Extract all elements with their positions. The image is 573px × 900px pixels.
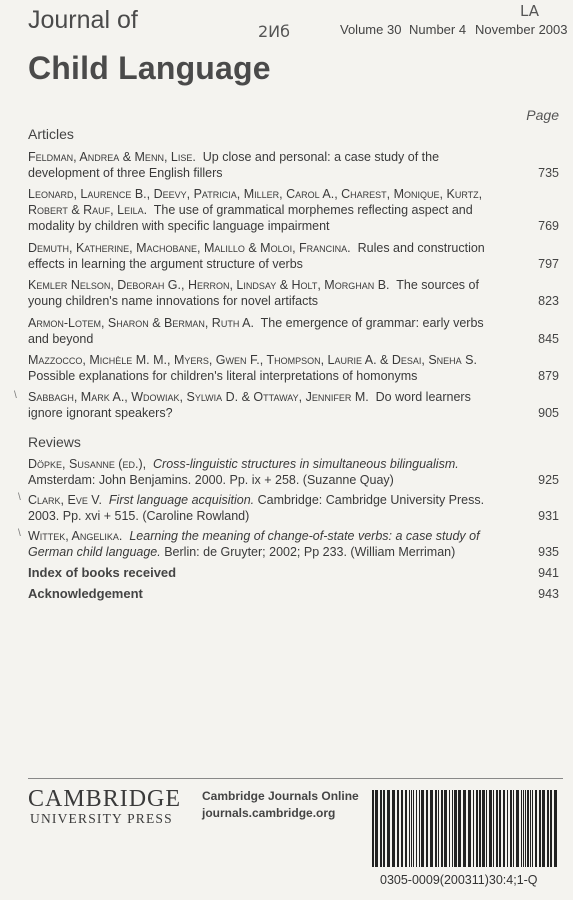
article-authors: Demuth, Katherine, Machobane, Malillo & Moloi, Francina. bbox=[28, 241, 351, 255]
review-entry bbox=[28, 528, 498, 560]
review-page: 931 bbox=[538, 509, 559, 523]
article-page: 845 bbox=[538, 332, 559, 346]
article-authors: Sabbagh, Mark A., Wdowiak, Sylwia D. & Ottaway, Jennifer M. bbox=[28, 390, 369, 404]
review-details: Cambridge: Cambridge University Press. 2003. Pp. xvi + 515. (Caroline Rowland) bbox=[28, 493, 485, 523]
articles-heading: Articles bbox=[28, 126, 74, 142]
publisher-logo-line1: CAMBRIDGE bbox=[28, 786, 182, 812]
article-entry bbox=[28, 186, 498, 234]
acknowledgement-page: 943 bbox=[538, 587, 559, 601]
footer-divider bbox=[28, 778, 563, 779]
review-authors: Döpke, Susanne (ed.), bbox=[28, 457, 147, 471]
article-title: The sources of young children's name innovations for novel artifacts bbox=[28, 278, 479, 308]
page-column-heading: Page bbox=[526, 107, 559, 123]
article-title: Do word learners ignore ignorant speakers? bbox=[28, 390, 471, 420]
volume-label: Volume 30 bbox=[340, 22, 402, 37]
article-authors: Mazzocco, Michèle M. M., Myers, Gwen F., Thompson, Laurie A. & Desai, Sneha S. bbox=[28, 353, 477, 367]
journals-online-url[interactable]: journals.cambridge.org bbox=[202, 806, 336, 820]
journal-title-line2: Child Language bbox=[28, 50, 271, 86]
review-entry bbox=[28, 492, 498, 524]
article-page: 769 bbox=[538, 219, 559, 233]
article-authors: Feldman, Andrea & Menn, Lise. bbox=[28, 150, 196, 164]
publisher-logo-line2: UNIVERSITY PRESS bbox=[30, 811, 173, 826]
review-details: Berlin: de Gruyter; 2002; Pp 233. (William Merriman) bbox=[164, 545, 456, 559]
review-authors: Wittek, Angelika. bbox=[28, 529, 123, 543]
article-authors: Leonard, Laurence B., Deevy, Patricia, Miller, Carol A., Charest, Monique, Kurtz, Robert & Rauf, Leila. bbox=[28, 187, 483, 217]
reviews-heading: Reviews bbox=[28, 434, 81, 450]
index-of-books-label: Index of books received bbox=[28, 565, 177, 580]
pen-mark: \ bbox=[18, 492, 21, 503]
review-page: 935 bbox=[538, 545, 559, 559]
article-entry bbox=[28, 352, 498, 384]
article-title: Rules and construction effects in learning the argument structure of verbs bbox=[28, 241, 485, 271]
acknowledgement-label: Acknowledgement bbox=[28, 586, 143, 601]
article-title: Possible explanations for children's literal interpretations of homonyms bbox=[28, 369, 418, 383]
article-page: 735 bbox=[538, 166, 559, 180]
article-title: Up close and personal: a case study of the bbox=[202, 150, 440, 164]
review-book-title: First language acquisition. bbox=[108, 493, 255, 507]
issn-code: 0305-0009(200311)30:4;1-Q bbox=[380, 873, 538, 887]
review-book-title: Learning the meaning of change-of-state verbs: a case study of German child language. bbox=[28, 529, 480, 559]
pen-mark: \ bbox=[14, 390, 17, 401]
article-page: 797 bbox=[538, 257, 559, 271]
review-entry bbox=[28, 456, 498, 488]
article-authors: Kemler Nelson, Deborah G., Herron, Lindsay & Holt, Morghan B. bbox=[28, 278, 390, 292]
article-entry bbox=[28, 315, 498, 347]
article-page: 905 bbox=[538, 406, 559, 420]
review-authors: Clark, Eve V. bbox=[28, 493, 102, 507]
handwritten-corner-note: LA bbox=[520, 2, 539, 20]
article-page: 823 bbox=[538, 294, 559, 308]
journals-online-block bbox=[202, 788, 359, 822]
barcode-image bbox=[370, 790, 562, 867]
journal-title-line1: Journal of bbox=[28, 6, 138, 34]
article-authors: Armon-Lotem, Sharon & Berman, Ruth A. bbox=[28, 316, 254, 330]
journals-online-title: Cambridge Journals Online bbox=[202, 789, 359, 803]
article-title-cont: development of three English fillers bbox=[28, 166, 223, 180]
review-details: Amsterdam: John Benjamins. 2000. Pp. ix + 258. (Suzanne Quay) bbox=[28, 473, 394, 487]
handwritten-note: 2Иб bbox=[258, 22, 291, 41]
article-title: The use of grammatical morphemes reflecting aspect and modality by children with specific language impairment bbox=[28, 203, 473, 233]
article-entry bbox=[28, 149, 498, 181]
review-book-title: Cross-linguistic structures in simultaneous bilingualism. bbox=[153, 457, 459, 471]
article-page: 879 bbox=[538, 369, 559, 383]
article-entry bbox=[28, 389, 498, 421]
number-label: Number 4 bbox=[409, 22, 467, 37]
article-entry bbox=[28, 240, 498, 272]
index-page: 941 bbox=[538, 566, 559, 580]
pen-mark: \ bbox=[18, 528, 21, 539]
review-page: 925 bbox=[538, 473, 559, 487]
article-title: The emergence of grammar: early verbs and beyond bbox=[28, 316, 484, 346]
issue-date: November 2003 bbox=[475, 22, 568, 37]
article-entry bbox=[28, 277, 498, 309]
